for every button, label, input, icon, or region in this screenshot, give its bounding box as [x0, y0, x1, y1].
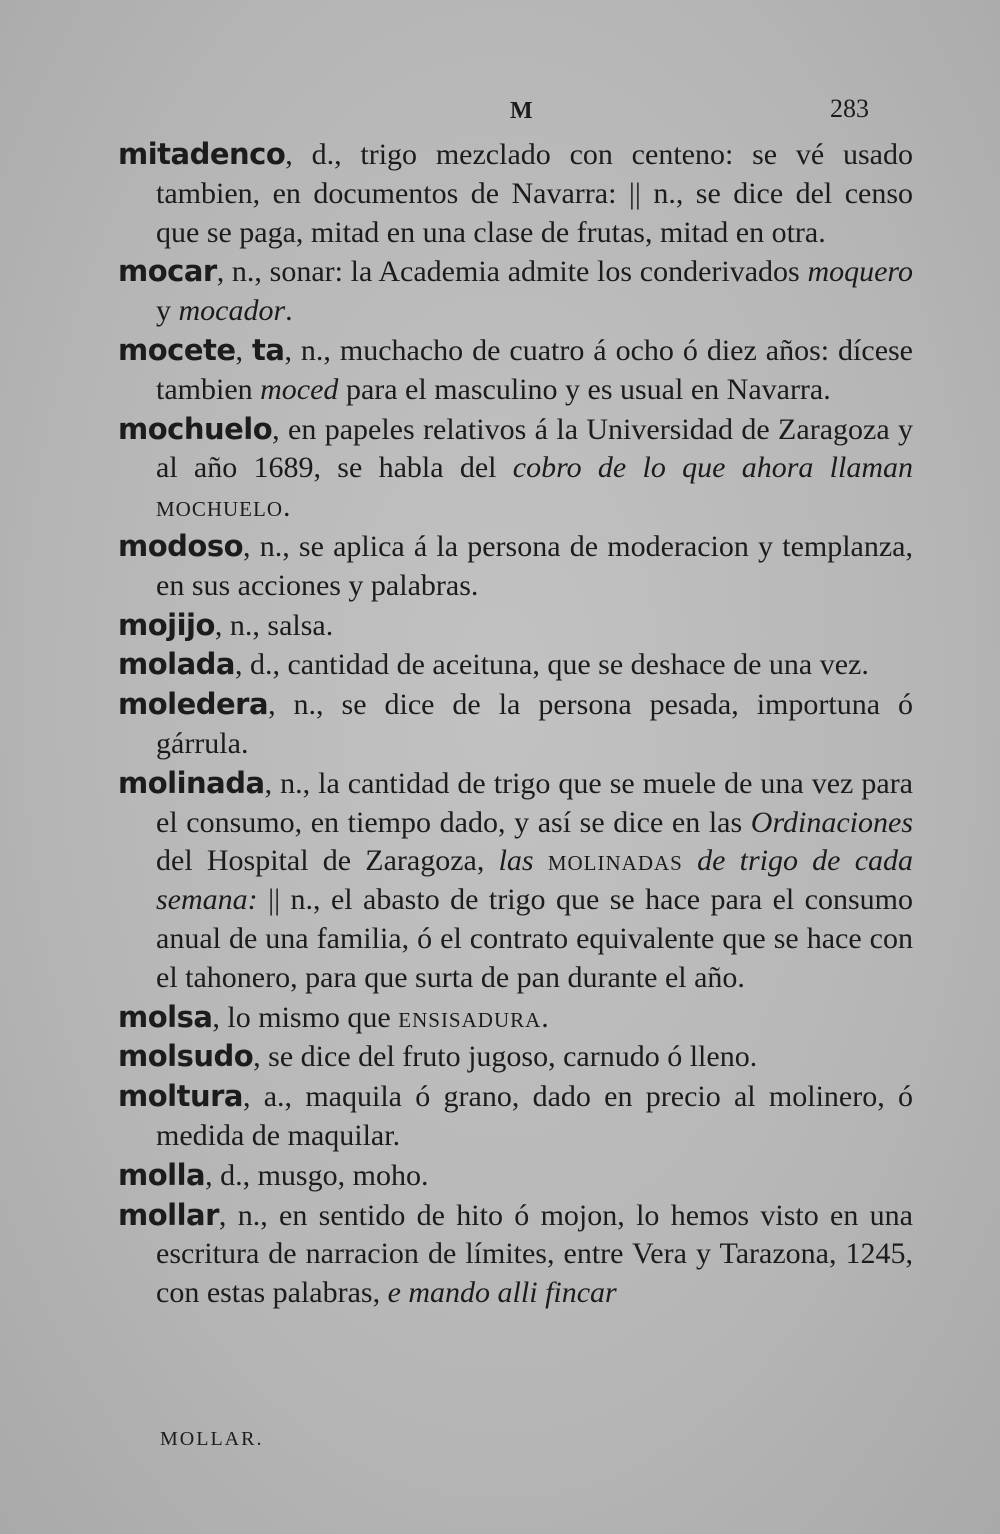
- dictionary-entry: [118, 1196, 913, 1313]
- dictionary-entry: [118, 331, 913, 410]
- headword: mollar: [118, 1197, 219, 1232]
- headword-variant: ta: [252, 332, 285, 367]
- dictionary-entry: [118, 1077, 913, 1156]
- dictionary-entry: [118, 252, 913, 331]
- dictionary-entry: [118, 685, 913, 764]
- headword: moledera: [118, 687, 269, 722]
- headword: modoso: [118, 528, 244, 563]
- headword: molla: [118, 1157, 206, 1192]
- headword: moltura: [118, 1079, 243, 1114]
- dictionary-entry: [118, 764, 913, 998]
- definition-text: ,: [235, 333, 252, 367]
- definition-text: .: [283, 490, 291, 524]
- headword: molinada: [118, 765, 265, 800]
- dictionary-entry: [118, 645, 913, 685]
- catchword: MOLLAR.: [160, 1428, 264, 1450]
- definition-text: .: [285, 294, 293, 328]
- definition-text: para el masculino y es usual en Navarra.: [338, 372, 831, 406]
- dictionary-entry: [118, 606, 913, 646]
- page-header: [0, 90, 1000, 130]
- dictionary-entry: [118, 135, 913, 252]
- headword: molada: [118, 647, 235, 682]
- definition-text: , d., trigo mezclado con centeno: se vé usado tambien, en documentos de Navarra: || n., se dice del censo que se paga, mitad en una clase de frutas, mitad en otra.: [156, 138, 913, 249]
- headword: molsudo: [118, 1039, 254, 1074]
- small-caps-text: mochuelo: [156, 490, 283, 524]
- definition-text: , se dice del fruto jugoso, carnudo ó lleno.: [253, 1040, 758, 1074]
- headword: mocete: [118, 332, 236, 367]
- definition-text: [683, 844, 697, 877]
- definition-text: , n., en sentido de hito ó mojon, lo hemos visto en una escritura de narracion de límites, entre Vera y Tarazona, 1245, con estas palabras,: [156, 1198, 913, 1310]
- dictionary-entry: [118, 1037, 913, 1077]
- dictionary-entry: [118, 1156, 913, 1196]
- running-head: M: [510, 98, 534, 124]
- definition-text: , d., musgo, moho.: [205, 1158, 429, 1192]
- headword: mitadenco: [118, 137, 286, 171]
- definition-text: [534, 844, 548, 877]
- italic-text: moquero: [807, 255, 913, 289]
- italic-text: moced: [260, 372, 339, 406]
- definition-text: , n., la cantidad de trigo que se muele de una vez para el consumo, en tiempo dado, y así se dice en las: [156, 766, 913, 839]
- italic-text: mocador: [178, 294, 286, 328]
- definition-text: , n., muchacho de cuatro á ocho ó diez años: dícese tambien: [156, 333, 913, 406]
- definition-text: y: [156, 294, 179, 328]
- definition-text: || n., el abasto de trigo que se hace para el consumo anual de una familia, ó el contrato equivalente que se hace con el tahonero, para que surta de pan durante el año.: [156, 883, 913, 994]
- headword: molsa: [118, 999, 213, 1034]
- headword: mochuelo: [118, 411, 273, 446]
- italic-text: de trigo de cada semana:: [156, 844, 914, 917]
- headword: mojijo: [118, 607, 215, 642]
- definition-text: , n., se aplica á la persona de moderacion y templanza, en sus acciones y palabras.: [156, 529, 913, 602]
- small-caps-text: ensisadura: [398, 1000, 542, 1034]
- definition-text: , d., cantidad de aceituna, que se deshace de una vez.: [234, 648, 869, 682]
- dictionary-entry: [118, 527, 913, 606]
- page-number: 283: [830, 94, 869, 123]
- definition-text: , en papeles relativos á la Universidad de Zaragoza y al año 1689, se habla del: [156, 412, 913, 485]
- headword: mocar: [118, 254, 217, 289]
- definition-text: , n., sonar: la Academia admite los conderivados: [216, 255, 808, 289]
- dictionary-entries: [118, 135, 913, 1313]
- small-caps-text: molinadas: [547, 844, 683, 878]
- definition-text: , a., maquila ó grano, dado en precio al molinero, ó medida de maquilar.: [156, 1080, 913, 1152]
- italic-text: las: [498, 844, 534, 878]
- definition-text: , n., salsa.: [214, 608, 334, 642]
- dictionary-entry: [118, 998, 913, 1038]
- italic-text: e mando alli fincar: [387, 1276, 617, 1310]
- definition-text: .: [541, 1000, 549, 1034]
- italic-text: cobro de lo que ahora llaman: [512, 451, 913, 485]
- dictionary-entry: [118, 410, 913, 527]
- definition-text: , n., se dice de la persona pesada, importuna ó gárrula.: [156, 688, 913, 760]
- definition-text: del Hospital de Zaragoza,: [156, 844, 499, 878]
- definition-text: , lo mismo que: [212, 1000, 399, 1034]
- italic-text: Ordinaciones: [750, 805, 913, 839]
